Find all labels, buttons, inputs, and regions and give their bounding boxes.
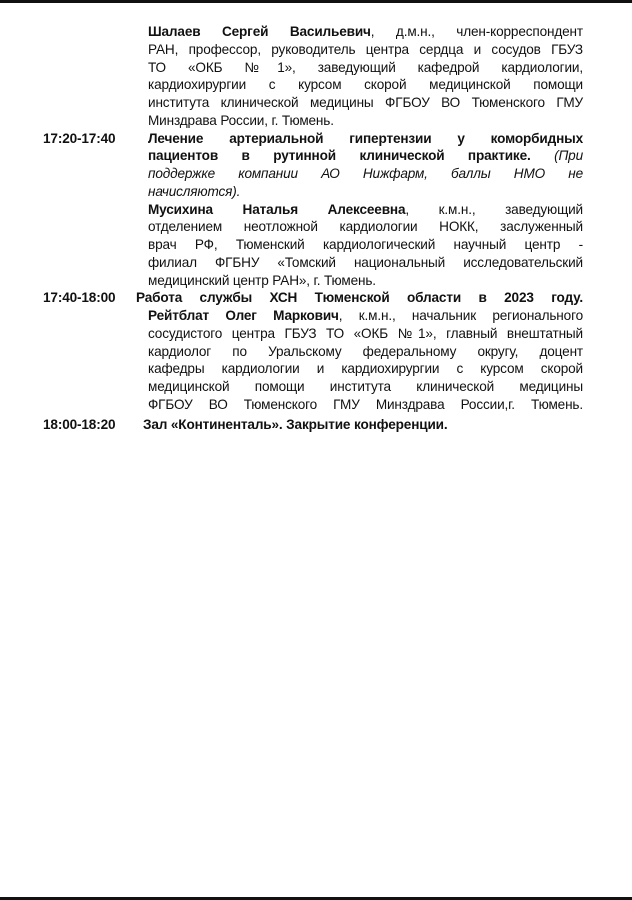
session-time: 17:40-18:00 — [43, 290, 116, 306]
top-rule — [0, 0, 632, 3]
speaker-name: Шалаев Сергей Васильевич — [148, 24, 371, 39]
session-title: Лечение артериальной гипертензии у коморбидных — [148, 130, 583, 146]
session-time: 17:20-17:40 — [43, 130, 116, 146]
sponsor-note: (При — [530, 148, 583, 164]
speaker-name: Рейтблат Олег Маркович — [148, 308, 339, 323]
program-page — [43, 23, 583, 433]
session-time: 18:00-18:20 — [43, 416, 116, 432]
speaker-name: Мусихина Наталья Алексеевна — [148, 201, 406, 217]
session-1800 — [43, 416, 583, 434]
session-title: Зал «Континенталь». Закрытие конференции. — [143, 416, 448, 432]
session-1720: 17:20-17:40 Лечение артериальной гипертензии у коморбидных пациентов в рутинной клинической практике. (При поддержке компании АО Нижфарм, баллы НМО не начисляются). Мусихина Наталья Алексеевна, к.м.н., заведующий отделением неотложной кардиологии НОКК, заслуженный врач РФ, Тюменский кардиологический научный центр - филиал ФГБНУ «Томский национальный исследовательский медицинский центр РАН», г. Тюмень. — [43, 130, 583, 288]
session-1740: 17:40-18:00 Работа службы ХСН Тюменской области в 2023 году. Рейтблат Олег Маркович, к.м.н., начальник регионального сосудистого центра ГБУЗ ТО «ОКБ №1», главный внештатный кардиолог по Уральскому федеральному округу, доцент кафедры кардиологии и кардиохирургии с курсом скорой медицинской помощи института клинической медицины ФГБОУ ВО Тюменского ГМУ Минздрава России,г. Тюмень. — [43, 290, 583, 412]
speaker-shalaev: Шалаев Сергей Васильевич, д.м.н., член-корреспондент РАН, профессор, руководитель центра сердца и сосудов ГБУЗ ТО «ОКБ №1», заведующий кафедрой кардиологии, кардиохирургии с курсом скорой медицинской помощи института клинической медицины ФГБОУ ВО Тюменского ГМУ Минздрава России, г. Тюмень. — [148, 24, 583, 128]
session-title: Работа службы ХСН Тюменской области в 2023 году. — [136, 290, 583, 306]
